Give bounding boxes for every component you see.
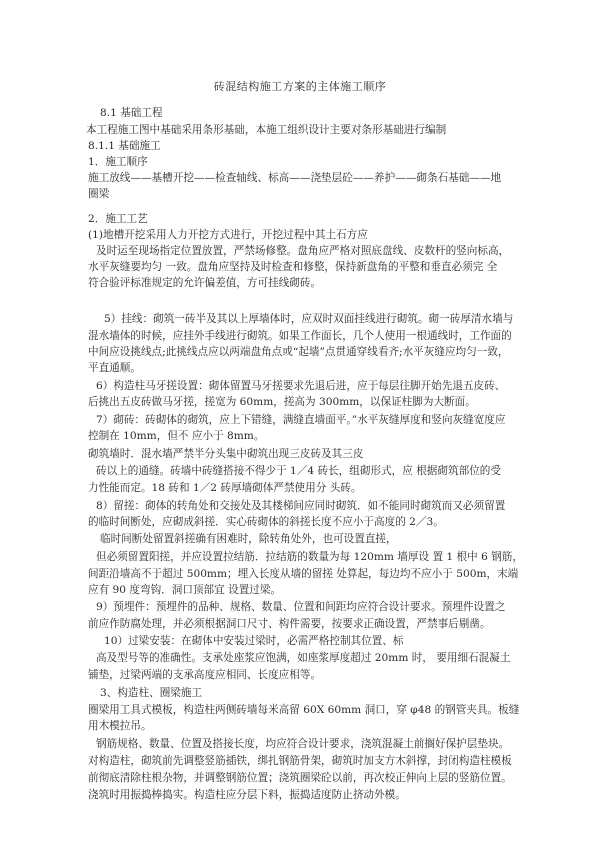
paragraph-line: 7）砌砖：砖砌体的砌筑，应上下错缝，满缝直墙面平。”水平灰缝厚度和竖向灰缝宽度应 [96, 414, 506, 426]
paragraph-line: 对构造柱，砌筑前先调整竖筋插铁，绑扎钢筋骨架，砌筑时加支方木斜撑，封闭构造柱模板 [88, 755, 512, 767]
subsection-heading: 8.1.1 基础施工 [88, 140, 161, 152]
paragraph-line: 平直通顺。 [88, 362, 141, 374]
paragraph-line: 施工放线——基槽开挖——检查轴线、标高——浇垫层砼——养护——砌条石基础——地 [88, 172, 502, 184]
paragraph-line: 间距沿墙高不于超过 500mm；埋入长度从墙的留搓 处算起，每边均不应小于 500m，末端 [88, 568, 519, 580]
paragraph-line: 高及型号等的准确性。支承处座浆应饱满，如座浆厚度超过 20mm 时， 要用细石混凝土 [96, 652, 511, 664]
paragraph-line: 圈梁 [88, 188, 110, 200]
paragraph-line: 9）预埋件：预埋件的品种、规格、数量、位置和间距均应符合设计要求。预埋件设置之 [96, 601, 506, 613]
page-title: 砖混结构施工方案的主体施工顺序 [213, 80, 387, 93]
paragraph-line: 前应作防腐处理，并必须根据洞口尺寸、构件需要，按要求正确设置，严禁事后剔凿。 [88, 618, 491, 630]
paragraph-line: 本工程施工图中基础采用条形基础，本施工组织设计主要对条形基础进行编制 [86, 124, 447, 136]
paragraph-line: 符合验评标准规定的允许偏差值，方可挂线砌砖。 [88, 277, 322, 289]
paragraph-line: 水平灰缝要均匀 一致。盘角应坚持及时检查和修整，保持新盘角的平整和垂直必须完 全 [88, 261, 498, 273]
paragraph-line: 中间应设挑线点;此挑线点应以两端盘角点或“起墙”点贯通穿线看齐;水平灰缝应均匀一致， [88, 346, 509, 358]
paragraph-line: 10）过梁安装：在砌体中安装过梁时，必需严格控制其位置、标 [104, 635, 404, 647]
paragraph-line: 钢筋规格、数量、位置及搭接长度，均应符合设计要求，浇筑混凝土前搁好保护层垫块。 [96, 738, 510, 750]
section-heading: 3、构造柱、圈梁施工 [100, 687, 203, 699]
paragraph-line: 砖以上的通缝。砖墙中砖缝搭接不得少于 1／4 砖长，组砌形式，应 根据砌筑部位的受 [96, 465, 501, 477]
paragraph-line: 力性能而定。18 砖和 1／2 砖厚墙砌体严禁使用分 头砖。 [88, 482, 362, 494]
paragraph-line: 的临时间断处，应砌成斜搓．实心砖砌体的斜搓长度不应小于高度的 2／3。 [88, 516, 444, 528]
paragraph-line: 砌筑墙时．混水墙严禁半分头集中砌筑出现三皮砖及其三皮 [88, 448, 364, 460]
paragraph-line: (1)地槽开挖采用人力开挖方式进行，开挖过程中其土石方应 [88, 229, 368, 241]
paragraph-line: 浇筑时用振捣棒捣实。构造柱应分层下料，振捣适度防止挤动外模。 [88, 789, 406, 801]
paragraph-line: 控制在 10mm，但不 应小于 8mm。 [88, 430, 265, 442]
paragraph-line: 应有 90 度弯钩．洞口顶部宜 设置过梁。 [88, 584, 282, 596]
paragraph-line: 但必须留置阳搓，并应设置拉结筋．拉结筋的数量为每 120mm 墙厚设 置 1 根中 6 钢筋， [96, 551, 523, 563]
paragraph-line: 及时运至现场指定位置放置，严禁场修整。盘角应严格对照底盘线、皮数杆的竖向标高， [96, 245, 510, 257]
paragraph-line: 8）留搓：砌体的转角处和交接处及其楼梯间应同时砌筑．如不能同时砌筑而又必须留置 [96, 500, 506, 512]
paragraph-line: 后挑出五皮砖做马牙搓，搓宽为 60mm，搓高为 300mm，以保证柱脚为大断面。 [88, 396, 476, 408]
paragraph-line: 前彻底清除柱根杂物，并调整钢筋位置；浇筑圈梁砼以前，再次校正伸向上层的竖筋位置。 [88, 772, 512, 784]
paragraph-line: 铺垫，过梁两端的支承高度应相同、长度应相等。 [88, 669, 322, 681]
item-heading: 2．施工工艺 [88, 213, 148, 225]
item-heading: 1．施工顺序 [88, 156, 148, 168]
paragraph-line: 6）构造柱马牙搓设置：砌体留置马牙搓要求先退后进，应于每层往脚开始先退五皮砖、 [96, 380, 506, 392]
section-heading: 8.1 基础工程 [100, 107, 163, 119]
paragraph-line: 用木模拉吊。 [88, 720, 152, 732]
paragraph-line: 混水墙体的时候，应挂外手线进行砌筑。如果工作面长，几个人使用一根通线时，工作面的 [88, 330, 512, 342]
paragraph-line: 5）挂线：砌筑一砖半及其以上厚墙体时，应双时双面挂线进行砌筑。砌一砖厚清水墙与 [104, 313, 514, 325]
paragraph-line: 临时间断处留置斜搓确有困难时，除转角处外，也可设置直搓， [100, 533, 397, 545]
paragraph-line: 圈梁用工具式模板，构造柱两侧砖墙每米高留 60X 60mm 洞口，穿 φ48 的钢管夹具。板缝 [88, 704, 520, 716]
